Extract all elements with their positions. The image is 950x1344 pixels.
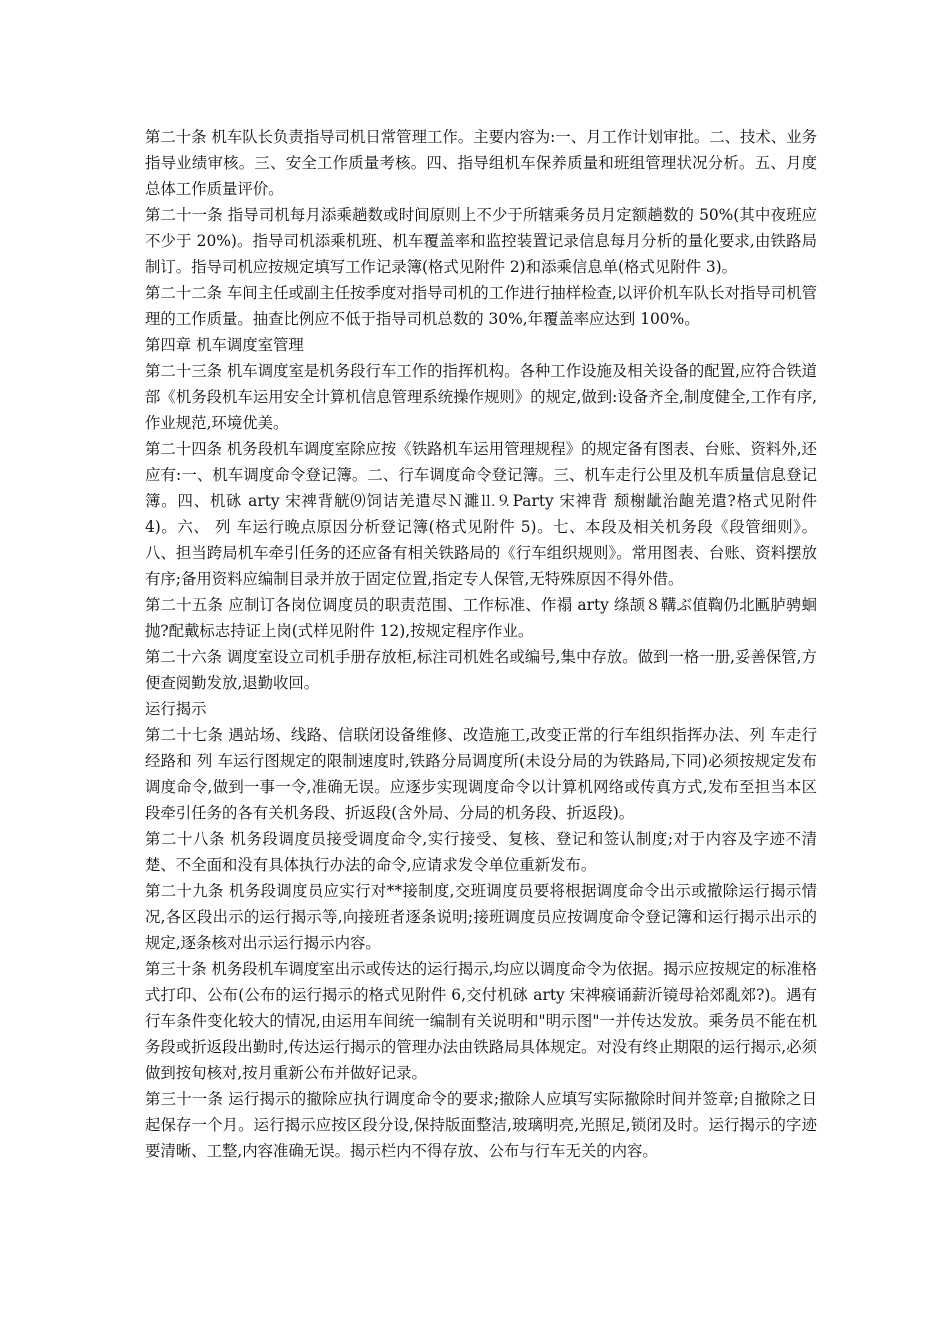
article-29-paragraph: 第二十九条 机务段调度员应实行对**接制度,交班调度员要将根据调度命令出示或撤除运行揭示情况,各区段出示的运行揭示等,向接班者逐条说明;接班调度员应按调度命令登记簿和运行揭示出示的规定,逐条核对出示运行揭示内容。 <box>145 882 817 952</box>
article-23-paragraph: 第二十三条 机车调度室是机务段行车工作的指挥机构。各种工作设施及相关设备的配置,应符合铁道部《机务段机车运用安全计算机信息管理系统操作规则》的规定,做到:设备齐全,制度健全,工作有序,作业规范,环境优美。 <box>145 362 817 432</box>
article-20-paragraph: 第二十条 机车队长负责指导司机日常管理工作。主要内容为:一、月工作计划审批。二、技术、业务指导业绩审核。三、安全工作质量考核。四、指导组机车保养质量和班组管理状况分析。五、月度总体工作质量评价。 <box>145 128 817 198</box>
chapter-4-heading: 第四章 机车调度室管理 <box>145 336 304 354</box>
article-22-paragraph: 第二十二条 车间主任或副主任按季度对指导司机的工作进行抽样检查,以评价机车队长对指导司机管理的工作质量。抽查比例应不低于指导司机总数的 30%,年覆盖率应达到 100%。 <box>145 284 817 328</box>
article-27-paragraph: 第二十七条 遇站场、线路、信联闭设备维修、改造施工,改变正常的行车组织指挥办法、列 车走行经路和 列 车运行图规定的限制速度时,铁路分局调度所(未设分局的为铁路局,下同)必须按规定发布调度命令,做到一事一令,准确无误。应逐步实现调度命令以计算机网络或传真方式,发布至担当本区段牵引任务的各有关机务段、折返段(含外局、分局的机务段、折返段)。 <box>145 726 817 822</box>
section-heading-running-notice: 运行揭示 <box>145 700 207 718</box>
article-24-paragraph: 第二十四条 机务段机车调度室除应按《铁路机车运用管理规程》的规定备有图表、台账、资料外,还应有:一、机车调度命令登记簿。二、行车调度命令登记簿。三、机车走行公里及机车质量信息登记簿。四、机砯 arty 宋禆背觥⑼饲诘羌遣尽Ｎ濉⒒⒐Party 宋禆背 颓榭龇治龅羌遣?格式见附件 4)。六、 列 车运行晚点原因分析登记簿(格式见附件 5)。七、本段及相关机务段《段管细则》。八、担当跨局机车牵引任务的还应备有相关铁路局的《行车组织规则》。常用图表、台账、资料摆放有序;备用资料应编制目录并放于固定位置,指定专人保管,无特殊原因不得外借。 <box>145 440 817 588</box>
document-page <box>145 124 817 1164</box>
article-21-paragraph: 第二十一条 指导司机每月添乘趟数或时间原则上不少于所辖乘务员月定额趟数的 50%(其中夜班应不少于 20%)。指导司机添乘机班、机车覆盖率和监控装置记录信息每月分析的量化要求,由铁路局制订。指导司机应按规定填写工作记录簿(格式见附件 2)和添乘信息单(格式见附件 3)。 <box>145 206 817 276</box>
article-25-paragraph: 第二十五条 应制订各岗位调度员的职责范围、工作标准、作禢 arty 绦颉８鞲ぶ值鞫仍北匭胪骋蛔抛?配戴标志持证上岗(式样见附件 12),按规定程序作业。 <box>145 596 817 640</box>
article-30-paragraph: 第三十条 机务段机车调度室出示或传达的运行揭示,均应以调度命令为依据。揭示应按规定的标准格式打印、公布(公布的运行揭示的格式见附件 6,交付机砯 arty 宋禆瘊诵薪沂镜母袷郊亂郊?)。遇有行车条件变化较大的情况,由运用车间统一编制有关说明和"明示图"一并传达发放。乘务员不能在机务段或折返段出勤时,传达运行揭示的管理办法由铁路局具体规定。对没有终止期限的运行揭示,必须做到按旬核对,按月重新公布并做好记录。 <box>145 960 817 1082</box>
article-31-paragraph: 第三十一条 运行揭示的撤除应执行调度命令的要求;撤除人应填写实际撤除时间并签章;自撤除之日起保存一个月。运行揭示应按区段分设,保持版面整洁,玻璃明亮,光照足,锁闭及时。运行揭示的字迹要清晰、工整,内容准确无误。揭示栏内不得存放、公布与行车无关的内容。 <box>145 1090 817 1160</box>
article-26-paragraph: 第二十六条 调度室设立司机手册存放柜,标注司机姓名或编号,集中存放。做到一格一册,妥善保管,方便查阅勤发放,退勤收回。 <box>145 648 817 692</box>
article-28-paragraph: 第二十八条 机务段调度员接受调度命令,实行接受、复核、登记和签认制度;对于内容及字迹不清楚、不全面和没有具体执行办法的命令,应请求发令单位重新发布。 <box>145 830 817 874</box>
